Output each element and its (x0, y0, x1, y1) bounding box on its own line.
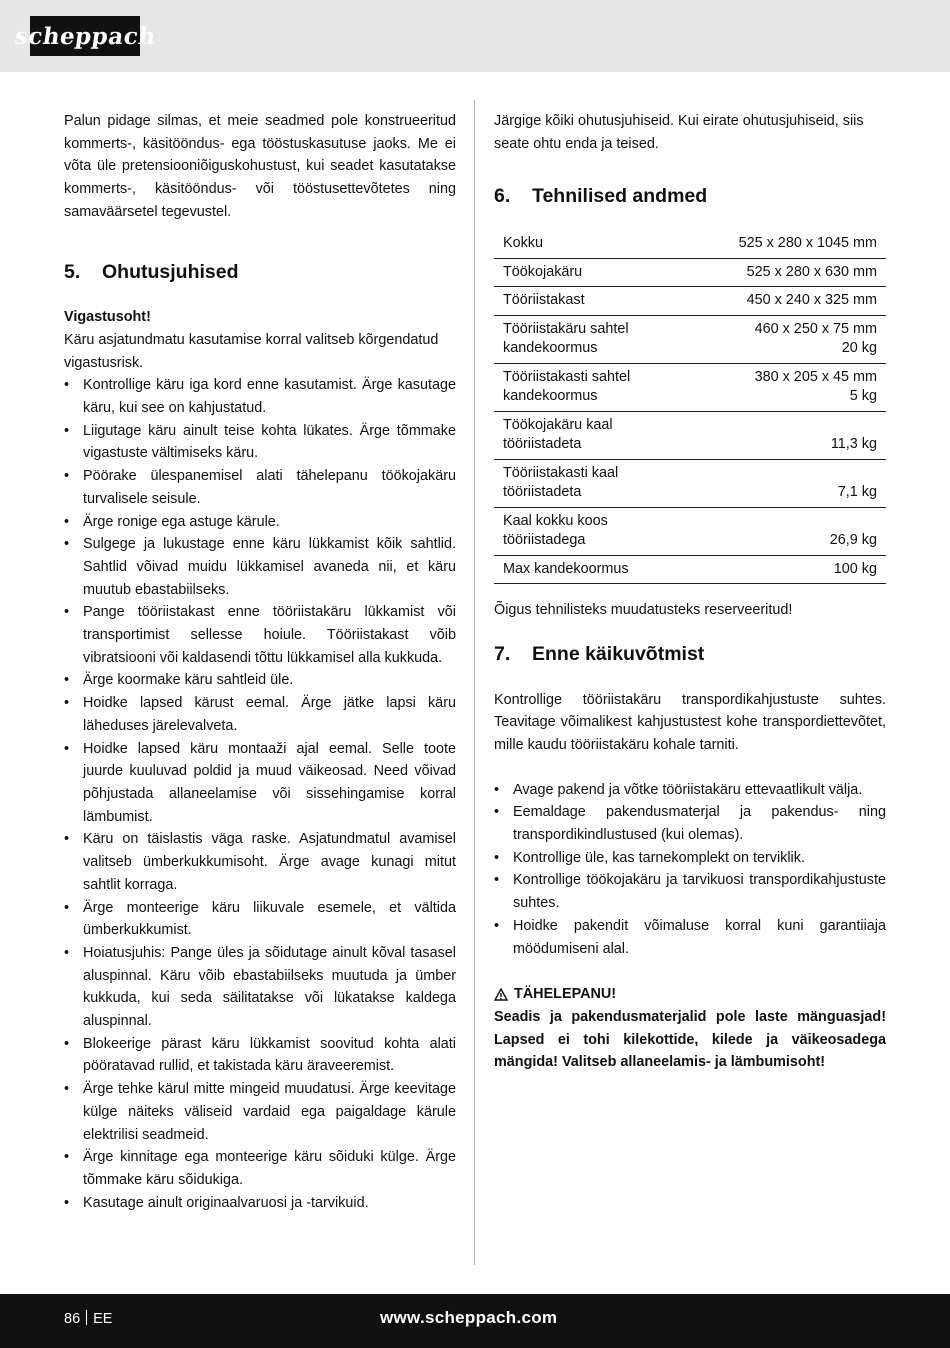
bullet-item: • Avage pakend ja võtke tööriistakäru ettevaatlikult välja. (494, 779, 886, 802)
column-divider (474, 100, 475, 1265)
header-bar (0, 0, 950, 72)
bullet-item: • Ärge monteerige käru liikuvale esemele, et vältida ümberkukkumist. (64, 897, 456, 942)
table-row (494, 411, 886, 459)
bullet-item: • Kontrollige töökojakäru ja tarvikuosi transpordikahjustuste suhtes. (494, 869, 886, 914)
spec-label: Kaal kokku koos tööriistadega (494, 507, 683, 555)
page-separator (86, 1310, 87, 1325)
section-7-heading (494, 643, 886, 666)
section-7-text: Kontrollige tööriistakäru transpordikahjustuste suhtes. Teavitage võimalikest kahjustustest kohe transpordiettevõtet, mille kaudu tööriistakäru kohale tarniti. (494, 691, 886, 753)
page-number: 86 (64, 1311, 81, 1327)
tech-data-table (494, 230, 886, 584)
section-title: Ohutusjuhised (102, 260, 239, 283)
spec-label: Tööriistakast (494, 287, 683, 316)
table-row (494, 287, 886, 316)
spec-value: 525 x 280 x 630 mm (683, 258, 886, 287)
table-row (494, 258, 886, 287)
left-column (64, 110, 456, 1214)
section-6-heading (494, 185, 886, 208)
spec-value: 380 x 205 x 45 mm 5 kg (683, 363, 886, 411)
warning-text: Seadis ja pakendusmaterjalid pole laste mänguasjad! Lapsed ei tohi kilekottide, kilede ja väikeosadega mängida! Valitseb allaneelamis- ja lämbumisoht! (494, 1008, 886, 1071)
scheppach-logo: scheppach (30, 16, 140, 56)
spec-label: Tööriistakasti sahtel kandekoormus (494, 363, 683, 411)
reservation-note: Õigus tehnilisteks muudatusteks reserveeritud! (494, 602, 793, 619)
table-row (494, 230, 886, 258)
language-code: EE (93, 1311, 113, 1327)
section-5-heading (64, 261, 456, 284)
spec-value: 100 kg (683, 555, 886, 584)
right-column (494, 110, 886, 1074)
table-row (494, 555, 886, 584)
bullet-item: • Blokeerige pärast käru lükkamist soovitud kohta alati pööratavad rullid, et takistada käru äraveeremist. (64, 1033, 456, 1078)
bullet-item: • Kontrollige käru iga kord enne kasutamist. Ärge kasutage käru, kui see on kahjustatud. (64, 374, 456, 419)
bullet-item: • Sulgege ja lukustage enne käru lükkamist kõik sahtlid. Sahtlid võivad muidu lükkamisel avaneda nii, et käru muutub ebastabiilseks. (64, 533, 456, 601)
section-title: Enne käikuvõtmist (532, 642, 705, 665)
table-row (494, 507, 886, 555)
spec-value: 450 x 240 x 325 mm (683, 287, 886, 316)
safety-intro: Järgige kõiki ohutusjuhiseid. Kui eirate ohutusjuhiseid, siis seate ohtu enda ja teised. (494, 113, 864, 152)
spec-value: 26,9 kg (683, 507, 886, 555)
footer-bar (0, 1294, 950, 1348)
section-number: 5. (64, 260, 81, 283)
bullet-item: • Hoidke lapsed kärust eemal. Ärge jätke lapsi käru läheduses järelevalveta. (64, 692, 456, 737)
safety-bullet-list (64, 374, 456, 1214)
website-link[interactable]: www.scheppach.com (380, 1308, 558, 1327)
hazard-text: Käru asjatundmatu kasutamise korral valitseb kõrgendatud vigastusrisk. (64, 331, 439, 371)
warning-title (494, 983, 886, 1006)
bullet-item: • Hoidke pakendit võimaluse korral kuni garantiiaja möödumiseni alal. (494, 915, 886, 960)
bullet-item: • Ärge koormake käru sahtleid üle. (64, 669, 456, 692)
table-row (494, 459, 886, 507)
section-number: 7. (494, 642, 511, 665)
section-number: 6. (494, 185, 511, 208)
table-row (494, 363, 886, 411)
bullet-item: • Kasutage ainult originaalvaruosi ja -tarvikuid. (64, 1192, 456, 1215)
spec-label: Tööriistakasti kaal tööriistadeta (494, 459, 683, 507)
spec-label: Töökojakäru (494, 258, 683, 287)
bullet-item: • Pöörake ülespanemisel alati tähelepanu töökojakäru turvalisele seisule. (64, 465, 456, 510)
section-title: Tehnilised andmed (532, 185, 708, 208)
bullet-item: • Kontrollige üle, kas tarnekomplekt on terviklik. (494, 847, 886, 870)
warning-title-text: TÄHELEPANU! (514, 986, 617, 1003)
table-row (494, 315, 886, 363)
page-info (64, 1310, 112, 1327)
bullet-item: • Ärge ronige ega astuge kärule. (64, 511, 456, 534)
spec-label: Kokku (494, 230, 683, 258)
bullet-item: • Käru on täislastis väga raske. Asjatundmatul avamisel valitseb ümberkukkumisoht. Ärge avage kunagi mitut sahtlit korraga. (64, 828, 456, 896)
bullet-item: • Hoidke lapsed käru montaaži ajal eemal. Selle toote juurde kuuluvad poldid ja muud väikeosad. Need võivad põhjustada allaneelamise või sissehingamise korral lämbumist. (64, 738, 456, 829)
spec-value: 11,3 kg (683, 411, 886, 459)
spec-label: Tööriistakäru sahtel kandekoormus (494, 315, 683, 363)
bullet-item: • Liigutage käru ainult teise kohta lükates. Ärge tõmmake vigastuste vältimiseks käru. (64, 420, 456, 465)
bullet-item: • Ärge kinnitage ega monteerige käru sõiduki külge. Ärge tõmmake käru sõidukiga. (64, 1146, 456, 1191)
spec-value: 7,1 kg (683, 459, 886, 507)
warning-triangle-icon (494, 988, 508, 1001)
bullet-item: • Pange tööriistakast enne tööriistakäru lükkamist või transportimist sellesse hoiule. Tööriistakast võib vibratsiooni või kaldasendi tõttu lükkamisel alla kukkuda. (64, 601, 456, 669)
spec-label: Max kandekoormus (494, 555, 683, 584)
spec-value: 460 x 250 x 75 mm 20 kg (683, 315, 886, 363)
spec-label: Töökojakäru kaal tööriistadeta (494, 411, 683, 459)
bullet-item: • Ärge tehke kärul mitte mingeid muudatusi. Ärge keevitage külge näiteks väliseid vardaid ega paigaldage kärule elektrilisi seadmeid. (64, 1078, 456, 1146)
bullet-item: • Eemaldage pakendusmaterjal ja pakendus- ning transpordikindlustused (kui olemas). (494, 801, 886, 846)
bullet-item: • Hoiatusjuhis: Pange üles ja sõidutage ainult kõval tasasel aluspinnal. Käru võib ebastabiilseks muutuda ja ümber kukkuda, kui seda säilitatakse või lükatakse kaldega aluspinnal. (64, 942, 456, 1033)
spec-value: 525 x 280 x 1045 mm (683, 230, 886, 258)
intro-paragraph: Palun pidage silmas, et meie seadmed pole konstrueeritud kommerts-, käsitööndus- ega tööstuskasutuse jaoks. Me ei võta üle pretensiooniõiguskohustust, kui seadet kasutatakse kommerts-, käsitööndus- või tööstusettevõtetes ning samaväärsetel tegevustel. (64, 113, 456, 220)
hazard-title: Vigastusoht! (64, 309, 151, 326)
commissioning-bullet-list (494, 779, 886, 961)
